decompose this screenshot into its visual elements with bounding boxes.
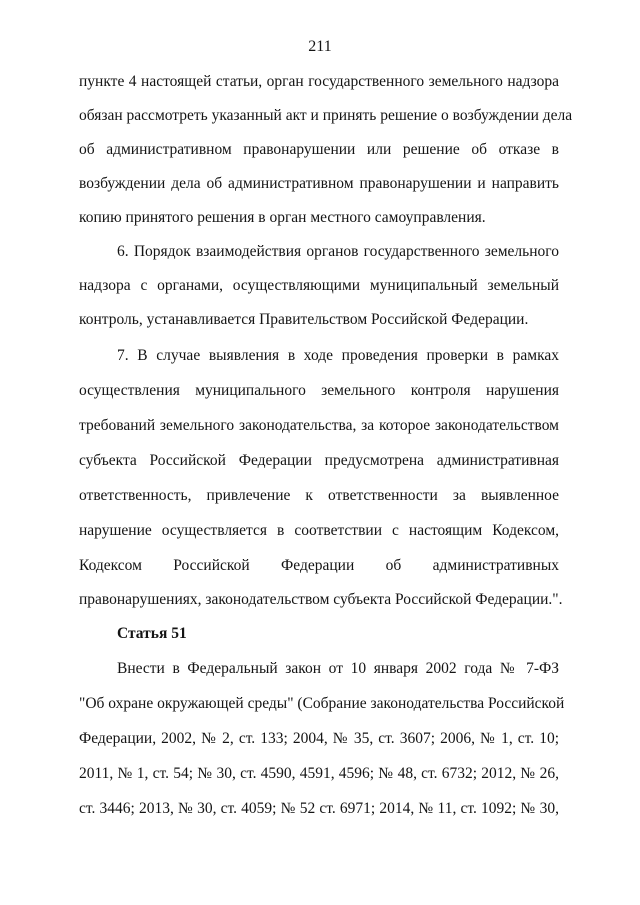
text-line: ст. 3446; 2013, № 30, ст. 4059; № 52 ст. 6971; 2014, № 11, ст. 1092; № 30, [79, 800, 559, 817]
text-line: об административном правонарушении или решение об отказе в [79, 141, 559, 158]
text-line: "Об охране окружающей среды" (Собрание законодательства Российской [79, 695, 565, 712]
text-line: копию принятого решения в орган местного самоуправления. [79, 209, 486, 226]
text-line: Внести в Федеральный закон от 10 января 2002 года № 7-ФЗ [117, 660, 559, 677]
text-line: Федерации, 2002, № 2, ст. 133; 2004, № 35, ст. 3607; 2006, № 1, ст. 10; [79, 730, 559, 747]
text-line: осуществления муниципального земельного контроля нарушения [79, 382, 559, 399]
text-line: 6. Порядок взаимодействия органов государственного земельного [117, 243, 559, 260]
text-line: пункте 4 настоящей статьи, орган государственного земельного надзора [79, 73, 559, 90]
text-line: возбуждении дела об административном правонарушении и направить [79, 175, 559, 192]
text-line: субъекта Российской Федерации предусмотрена административная [79, 452, 559, 469]
text-line: нарушение осуществляется в соответствии с настоящим Кодексом, [79, 522, 559, 539]
text-line: Кодексом Российской Федерации об административных [79, 557, 559, 574]
page-number: 211 [308, 38, 332, 55]
article-heading: Статья 51 [117, 625, 187, 642]
text-line: надзора с органами, осуществляющими муниципальный земельный [79, 277, 559, 294]
text-line: правонарушениях, законодательством субъекта Российской Федерации.". [79, 591, 563, 608]
text-line: ответственность, привлечение к ответственности за выявленное [79, 487, 559, 504]
text-line: контроль, устанавливается Правительством Российской Федерации. [79, 311, 529, 328]
text-line: требований земельного законодательства, за которое законодательством [79, 417, 559, 434]
text-line: 2011, № 1, ст. 54; № 30, ст. 4590, 4591, 4596; № 48, ст. 6732; 2012, № 26, [79, 765, 559, 782]
text-line: обязан рассмотреть указанный акт и принять решение о возбуждении дела [79, 107, 573, 124]
text-line: 7. В случае выявления в ходе проведения проверки в рамках [117, 347, 559, 364]
